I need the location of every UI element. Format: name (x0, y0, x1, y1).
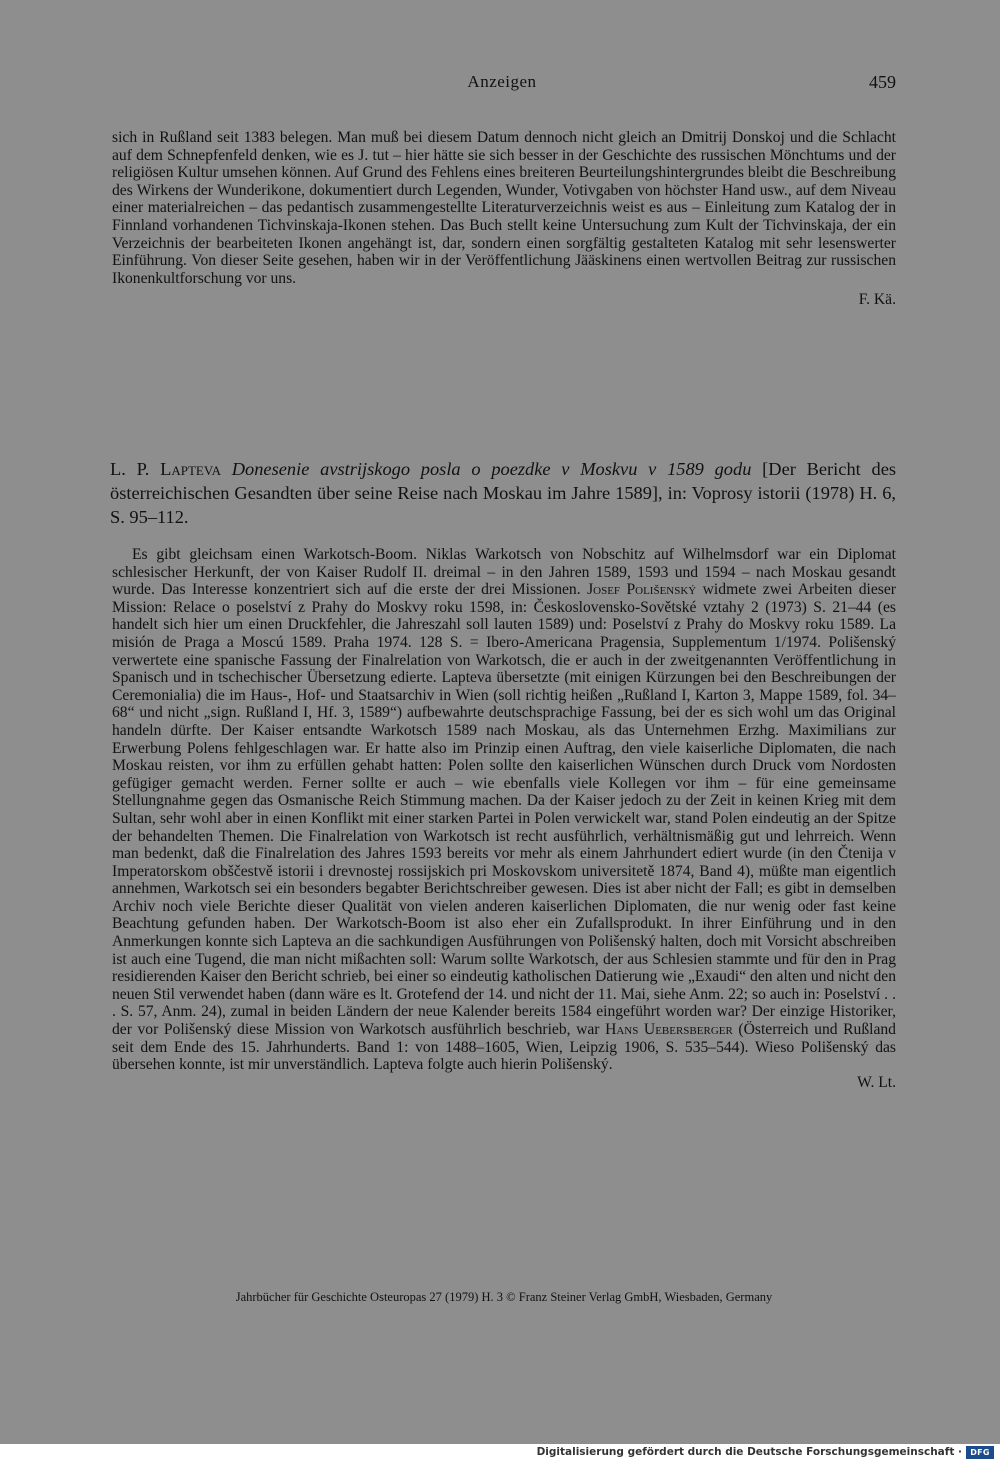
body-text-part: (Österreich und Rußland seit dem Ende des 15. Jahrhunderts. Band 1: von 1488–1605, Wien, Leipzig 1906, S. 535–544). Wieso Polišenský das übersehen konnte, ist mir unverständlich. Lapteva folgte auch hierin Polišenský. (112, 1021, 896, 1074)
review-paragraph (112, 546, 896, 1074)
person-name: Josef Polišenský (587, 581, 697, 599)
reviewer-signature: F. Kä. (858, 291, 896, 309)
review-body (112, 546, 896, 1092)
digitization-credit-bar (0, 1444, 1000, 1462)
review-paragraph: sich in Rußland seit 1383 belegen. Man muß bei diesem Datum dennoch nicht gleich an Dmitrij Donskoj und die Schlacht auf dem Schnepfenfeld denken, wie es J. tut – hier hätte sie sich besser in der Geschichte des russischen Mönchtums und der religiösen Kultur umsehen können. Auf Grund des Fehlens eines breiteren Beurteilungshintergrundes bleibt die Beschreibung des Wirkens der Wunderikone, dokumentiert durch Legenden, Wunder, Votivgaben von höchster Hand usw., auf dem Niveau einer materialreichen – das pedantisch zusammengestellte Literaturverzeichnis weist es aus – Einleitung zum Katalog der in Finnland vorhandenen Tichvinskaja-Ikonen stehen. Das Buch stellt keine Untersuchung zum Kult der Tichvinskaja, der ein Verzeichnis der bearbeiteten Ikonen angehängt ist, dar, sondern einen sorgfältig gestalteten Katalog mit sehr lesenswerter Einführung. Von dieser Seite gesehen, haben wir in der Veröffentlichung Jääskinens einen wertvollen Beitrag zur russischen Ikonenkultforschung vor uns. (112, 129, 896, 287)
author-initials: L. P. (110, 459, 150, 479)
journal-footer: Jahrbücher für Geschichte Osteuropas 27 (1979) H. 3 © Franz Steiner Verlag GmbH, Wiesbaden, Germany (235, 1290, 773, 1304)
author-name: Lapteva (160, 459, 221, 479)
page-number: 459 (869, 72, 896, 92)
dfg-logo-icon[interactable]: DFG (966, 1446, 994, 1459)
reviewer-signature: W. Lt. (857, 1073, 896, 1091)
review-continued (112, 129, 896, 309)
running-head: Anzeigen (467, 72, 537, 91)
digitization-credit-text: Digitalisierung gefördert durch die Deutsche Forschungsgemeinschaft · (536, 1446, 962, 1458)
citation-details: [Der Bericht des österreichischen Gesandten über seine Reise nach Moskau im Jahre 1589], in: Voprosy istorii (1978) H. 6, S. 95–112. (110, 459, 897, 527)
work-title: Donesenie avstrijskogo posla o poezdke v Moskvu v 1589 godu (231, 459, 752, 479)
page-header (108, 72, 896, 98)
body-text-part: widmete zwei Arbeiten dieser Mission: Relace o poselství z Prahy do Moskvy roku 1598, in: Československo-Sovětské vztahy 2 (1973) S. 21–44 (es handelt sich hier um einen Druckfehler, die Jahreszahl soll lauten 1589) und: Poselství z Prahy do Moskvy roku 1589. La misión de Praga a Moscú 1589. Praha 1974. 128 S. = Ibero-Americana Pragensia, Supplementum 1/1974. Polišenský verwertete eine spanische Fassung der Finalrelation von Warkotsch, die er auch in der zweitgenannten Veröffentlichung in Spanisch und in tschechischer Übersetzung edierte. Lapteva übersetzte (mit einigen Kürzungen bei den Beschreibungen der Ceremonialia) die im Haus-, Hof- und Staatsarchiv in Wien (soll richtig heißen „Rußland I, Karton 3, Mappe 1589, fol. 34–68“ und nicht „sign. Rußland I, Hf. 3, 1589“) aufbewahrte deutschsprachige Fassung, bei der es sich wohl um das Original handeln dürfte. Der Kaiser entsandte Warkotsch 1589 nach Moskau, als das Unternehmen Erzhg. Maximilians zur Erwerbung Polens fehlgeschlagen war. Er hatte also im Prinzip einen Auftrag, den viele kaiserliche Diplomaten, die nach Moskau reisten, vor ihm zu erfüllen gehabt hatten: Polen sollte den kaiserlichen Wünschen durch Druck vom Nordosten gefügiger gemacht werden. Ferner sollte er auch – wie ebenfalls viele Kollegen vor ihm – für eine gemeinsame Stellungnahme gegen das Osmanische Reich Stimmung machen. Da der Kaiser jedoch zu der Zeit in keinen Krieg mit dem Sultan, sehr wohl aber in einen Konflikt mit einer starken Partei in Polen verwickelt war, stand Polen eindeutig an der Spitze der behandelten Themen. Die Finalrelation von Warkotsch ist recht ausführlich, verhältnismäßig gut und lehrreich. Wenn man bedenkt, daß die Finalrelation des Jahres 1593 bereits vor mehr als einem Jahrhundert ediert wurde (in den Čtenija v Imperatorskom obščestvě istorii i drevnostej rossijskich pri Moskovskom universitetě 1874, Band 4), müßte man eigentlich annehmen, Warkotsch sei ein besonders begabter Berichtschreiber gewesen. Dies ist aber nicht der Fall; es gibt in demselben Archiv noch viele Berichte dieser Qualität von vielen anderen kaiserlichen Diplomaten, die nur wenig oder fast keine Beachtung gefunden haben. Der Warkotsch-Boom ist also eher ein Zufallsprodukt. In ihrer Einführung und in den Anmerkungen konnte sich Lapteva an die sachkundigen Ausführungen von Polišenský halten, doch mit Vorsicht abschreiben ist auch eine Tugend, die man nicht mißachten soll: Warum sollte Warkotsch, der aus Schlesien stammte und für den in Prag residierenden Kaiser den Bericht schrieb, bei einer so eindeutig katholischen Datierung wie „Exaudi“ den alten und nicht den neuen Stil verwendet haben (dann wäre es lt. Grotefend der 14. und nicht der 11. Mai, siehe Anm. 22; so auch in: Poselství . . . S. 57, Anm. 24), zumal in beiden Ländern der neue Kalender bereits 1584 eingeführt worden war? Der einzige Historiker, der vor Polišenský diese Mission von Warkotsch ausführlich beschrieb, war (112, 581, 896, 1039)
body-text-part: Es gibt gleichsam einen Warkotsch-Boom. Niklas Warkotsch von Nobschitz auf Wilhelmsdorf war ein Diplomat schlesischer Herkunft, der von Kaiser Rudolf II. dreimal – in den Jahren 1589, 1593 und 1594 – nach Moskau gesandt wurde. Das Interesse konzentriert sich auf die erste der drei Missionen. (112, 546, 896, 599)
person-name: Hans Uebersberger (605, 1021, 733, 1039)
citation-text (110, 457, 896, 529)
review-citation (110, 457, 896, 529)
